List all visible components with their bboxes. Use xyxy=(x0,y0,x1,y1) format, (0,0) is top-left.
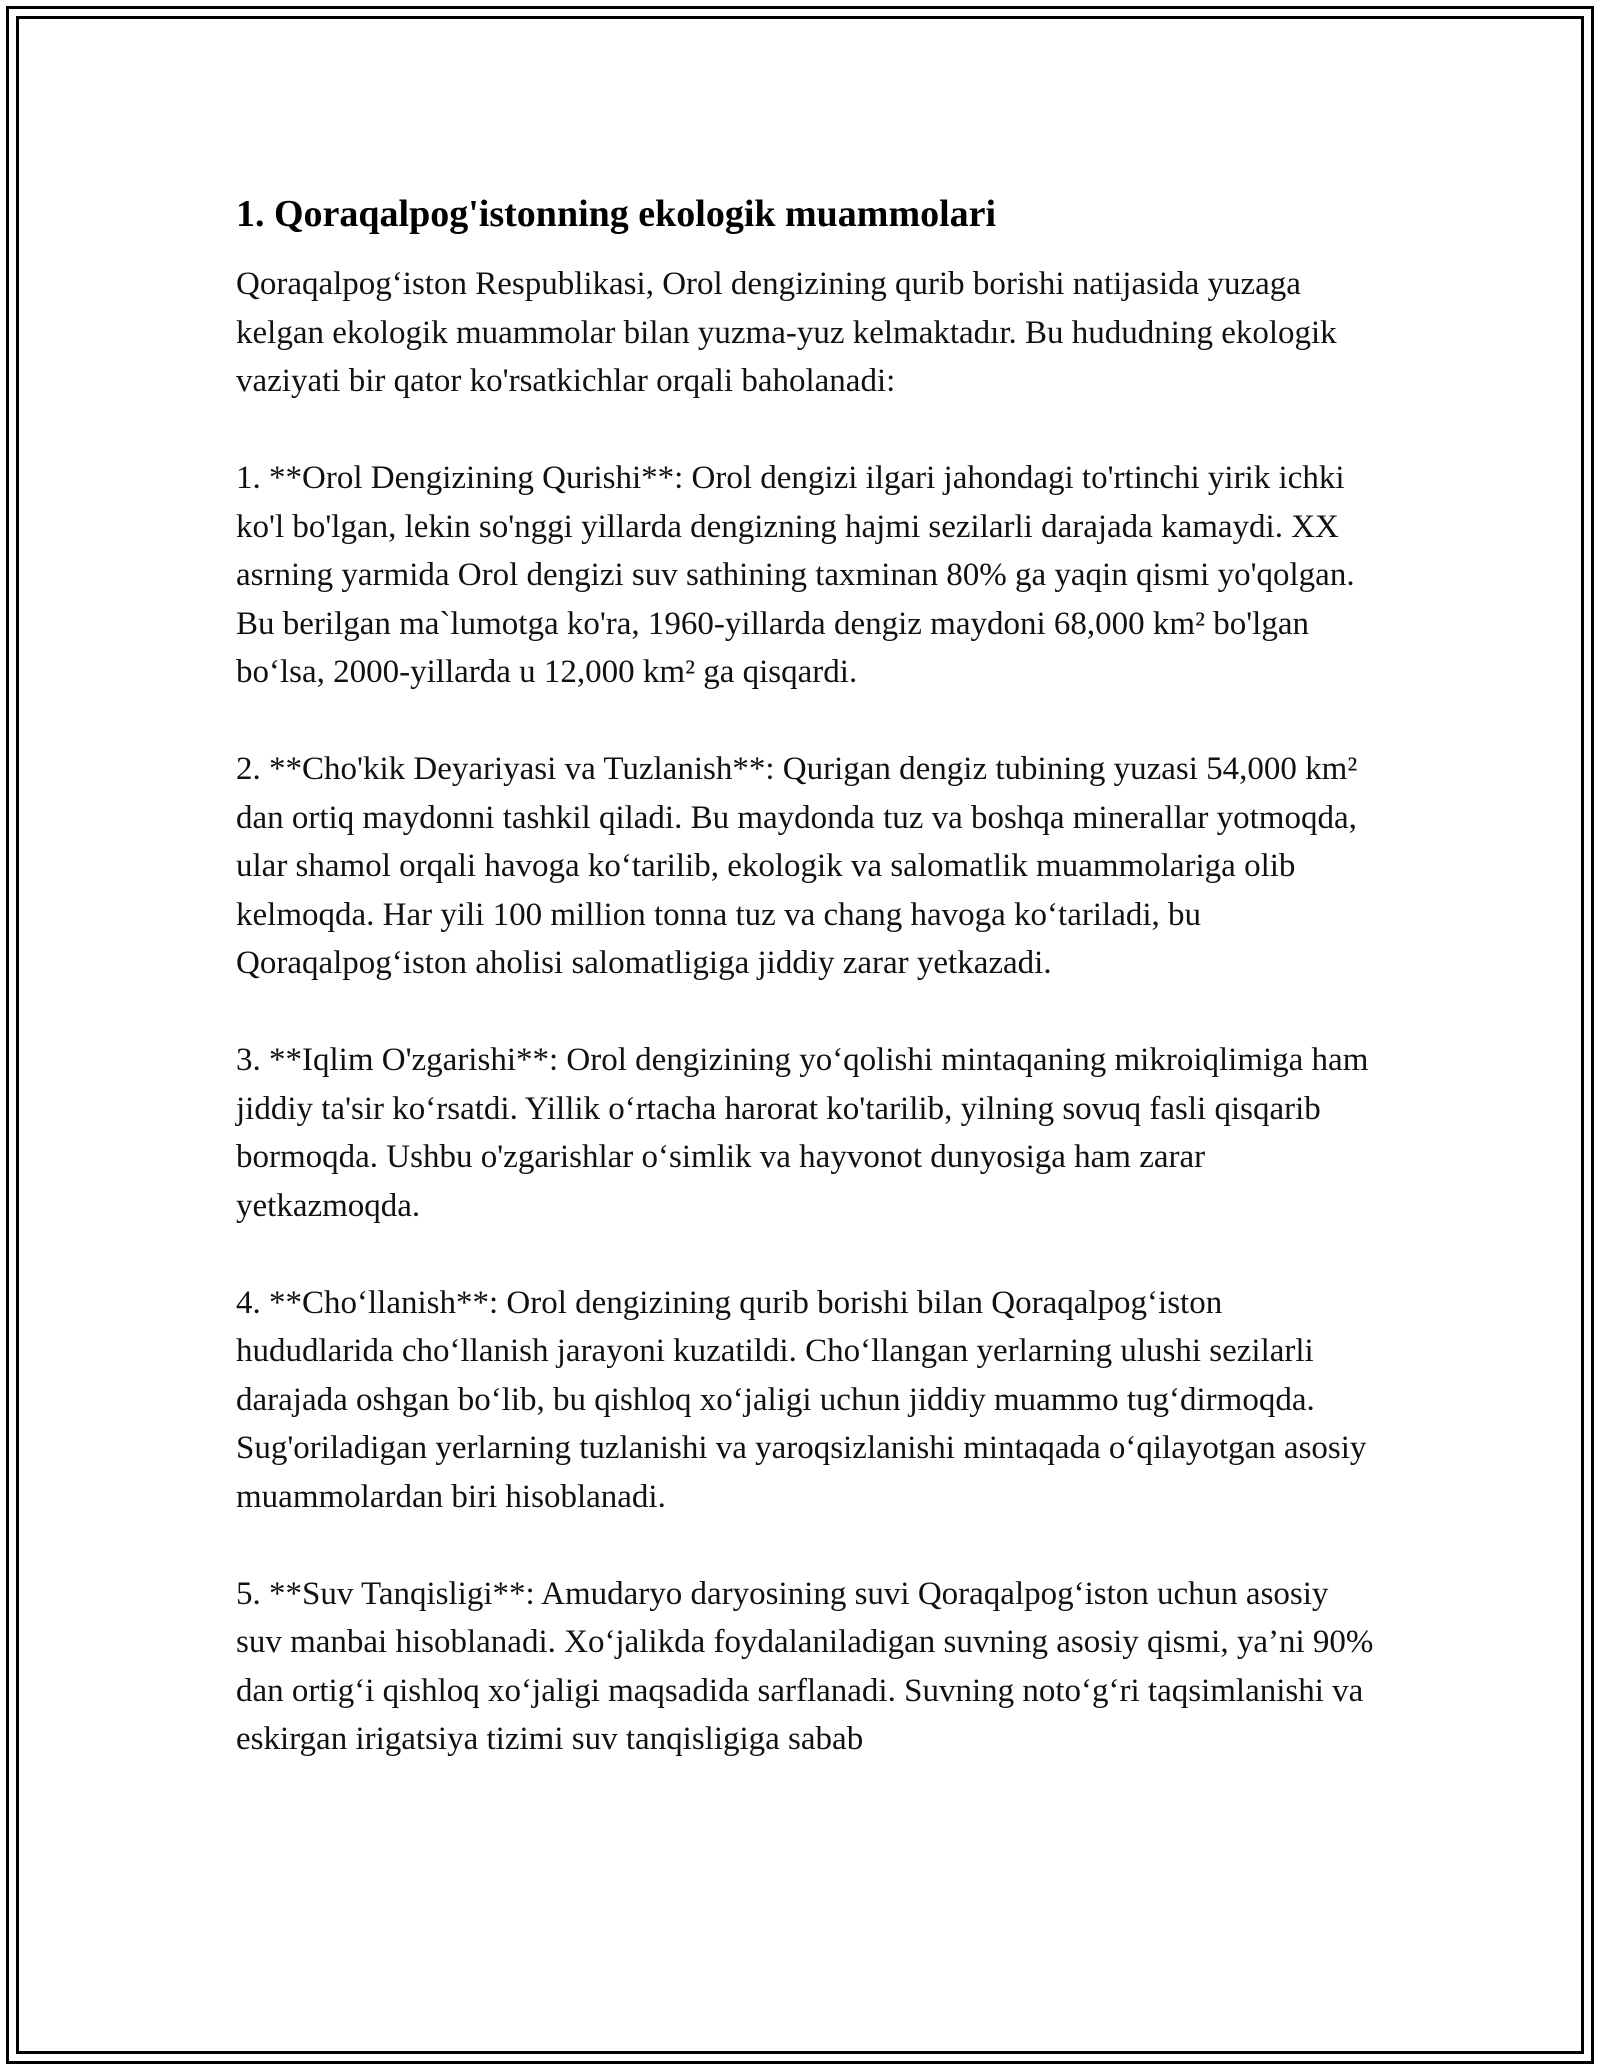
document-title: 1. Qoraqalpog'istonning ekologik muammolari xyxy=(236,193,997,235)
paragraph-water-shortage: 5. **Suv Tanqisligi**: Amudaryo daryosining suvi Qoraqalpog‘iston uchun asosiy suv manbai hisoblanadi. Xo‘jalikda foydalaniladigan suvning asosiy qismi, ya’ni 90% dan ortig‘i qishloq xo‘jaligi maqsadida sarflanadi. Suvning noto‘g‘ri taqsimlanishi va eskirgan irigatsiya tizimi suv tanqisligiga sabab xyxy=(236,1575,1374,1757)
paragraph-salinization: 2. **Cho'kik Deyariyasi va Tuzlanish**: Qurigan dengiz tubining yuzasi 54,000 km² dan ortiq maydonni tashkil qiladi. Bu maydonda tuz va boshqa minerallar yotmoqda, ular shamol orqali havoga ko‘tarilib, ekologik va salomatlik muammolariga olib kelmoqda. Har yili 100 million tonna tuz va chang havoga ko‘tariladi, bu Qoraqalpog‘iston aholisi salomatligiga jiddiy zarar yetkazadi. xyxy=(236,751,1358,981)
document-body xyxy=(236,190,1376,1812)
paragraph-desertification: 4. **Cho‘llanish**: Orol dengizining qurib borishi bilan Qoraqalpog‘iston hududlarida cho‘llanish jarayoni kuzatildi. Cho‘llangan yerlarning ulushi sezilarli darajada oshgan bo‘lib, bu qishloq xo‘jaligi uchun jiddiy muammo tug‘dirmoqda. Sug'oriladigan yerlarning tuzlanishi va yaroqsizlanishi mintaqada o‘qilayotgan asosiy muammolardan biri hisoblanadi. xyxy=(236,1284,1367,1515)
paragraph-climate-change: 3. **Iqlim O'zgarishi**: Orol dengizining yo‘qolishi mintaqaning mikroiqlimiga ham jiddiy ta'sir ko‘rsatdi. Yillik o‘rtacha harorat ko'tarilib, yilning sovuq fasli qisqarib bormoqda. Ushbu o'zgarishlar o‘simlik va hayvonot dunyosiga ham zarar yetkazmoqda. xyxy=(236,1042,1369,1224)
paragraph-aral-sea-drying: 1. **Orol Dengizining Qurishi**: Orol dengizi ilgari jahondagi to'rtinchi yirik ichki ko'l bo'lgan, lekin so'nggi yillarda dengizning hajmi sezilarli darajada kamaydi. XX asrning yarmida Orol dengizi suv sathining taxminan 80% ga yaqin qismi yo'qolgan. Bu berilgan ma`lumotga ko'ra, 1960-yillarda dengiz maydoni 68,000 km² bo'lgan bo‘lsa, 2000-yillarda u 12,000 km² ga qisqardi. xyxy=(236,460,1355,690)
intro-paragraph: Qoraqalpog‘iston Respublikasi, Orol dengizining qurib borishi natijasida yuzaga kelgan ekologik muammolar bilan yuzma-yuz kelmaktadır. Bu hududning ekologik vaziyati bir qator ko'rsatkichlar orqali baholanadi: xyxy=(236,266,1337,399)
